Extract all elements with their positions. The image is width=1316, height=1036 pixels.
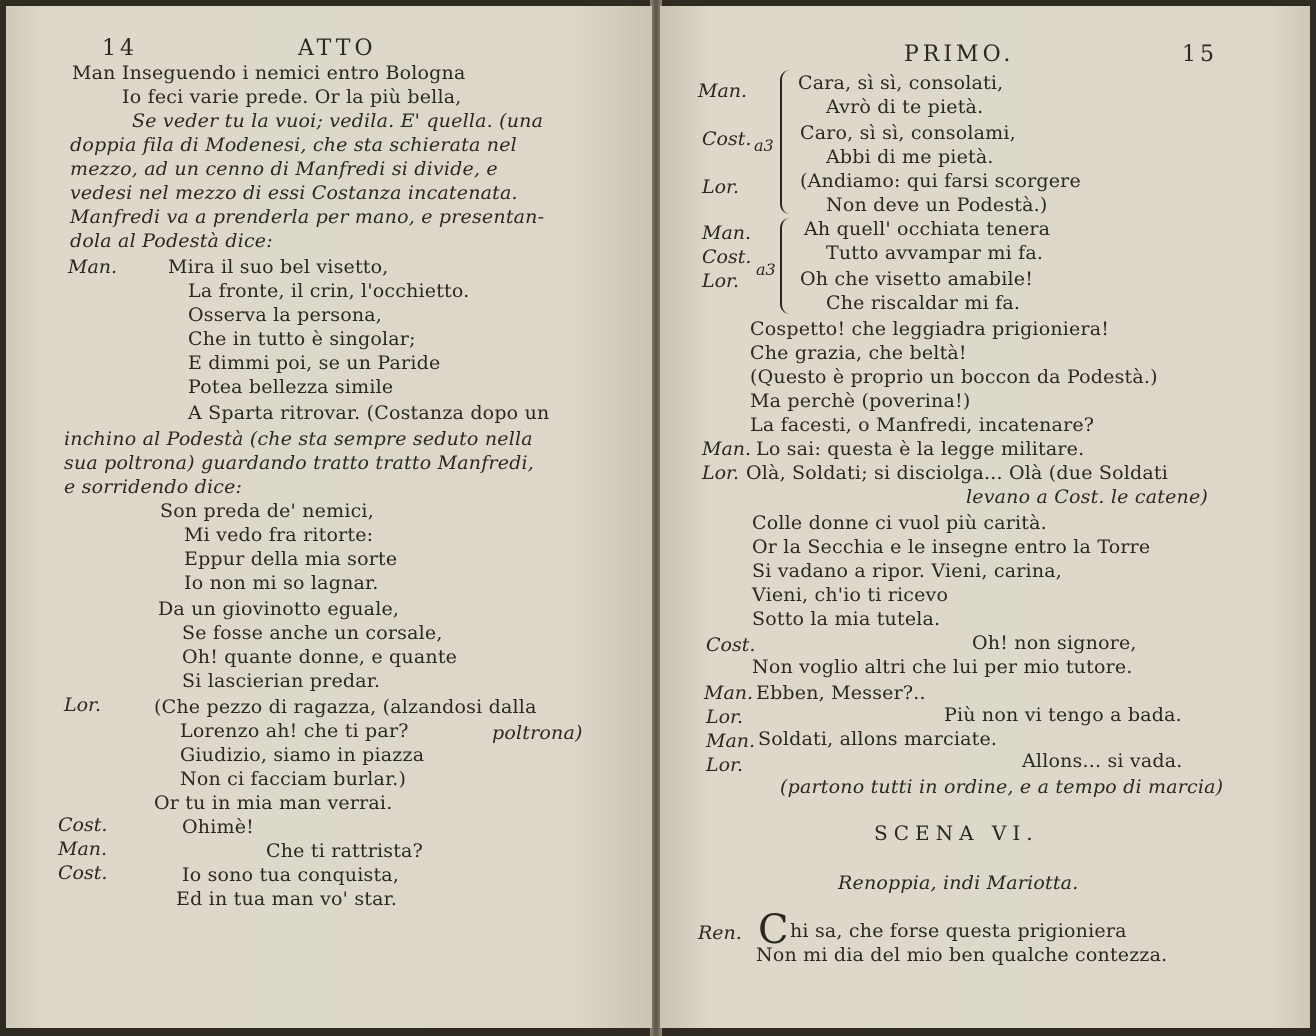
text-line: Non mi dia del mio ben qualche contezza. bbox=[756, 944, 1168, 966]
brace-bracket bbox=[780, 218, 790, 314]
text-line: Allons... si vada. bbox=[1022, 750, 1183, 772]
text-line: Non ci facciam burlar.) bbox=[180, 768, 407, 790]
text-line: Io sono tua conquista, bbox=[182, 864, 400, 886]
brace-bracket bbox=[780, 70, 790, 214]
text-line: Vieni, ch'io ti ricevo bbox=[752, 584, 949, 606]
text-line: Che riscaldar mi fa. bbox=[826, 292, 1021, 314]
text-line: Osserva la persona, bbox=[188, 304, 383, 326]
text-line: Si lascierian predar. bbox=[182, 670, 381, 692]
speaker-label: Cost. bbox=[58, 814, 108, 836]
text-line: E dimmi poi, se un Paride bbox=[188, 352, 441, 374]
speaker-label: Lor. bbox=[706, 754, 744, 776]
text-line: Man Inseguendo i nemici entro Bologna bbox=[72, 62, 466, 84]
text-line: Cospetto! che leggiadra prigioniera! bbox=[750, 318, 1110, 340]
text-line: Che grazia, che beltà! bbox=[750, 342, 967, 364]
running-head: ATTO bbox=[298, 36, 377, 61]
text-line: Io feci varie prede. Or la più bella, bbox=[122, 86, 462, 108]
text-line: mezzo, ad un cenno di Manfredi si divide, e bbox=[70, 158, 498, 180]
speaker-label: Lor. bbox=[64, 694, 102, 716]
text-line: Oh! quante donne, e quante bbox=[182, 646, 458, 668]
text-line: Oh che visetto amabile! bbox=[800, 268, 1034, 290]
a3-marker: a3 bbox=[754, 136, 774, 155]
text-line: Non voglio altri che lui per mio tutore. bbox=[752, 656, 1133, 678]
scene-characters: Renoppia, indi Mariotta. bbox=[838, 872, 1079, 894]
text-line: Da un giovinotto eguale, bbox=[158, 598, 400, 620]
text-line: La fronte, il crin, l'occhietto. bbox=[188, 280, 470, 302]
speaker-label: Man. bbox=[702, 438, 752, 460]
speaker-label: Cost. bbox=[706, 634, 756, 656]
text-line: Se fosse anche un corsale, bbox=[182, 622, 443, 644]
text-line: Abbi di me pietà. bbox=[826, 146, 994, 168]
text-line: inchino al Podestà (che sta sempre seduto nella bbox=[64, 428, 533, 450]
scene-title: SCENA VI. bbox=[874, 821, 1039, 845]
text-line: Son preda de' nemici, bbox=[160, 500, 374, 522]
speaker-label: Man. bbox=[704, 682, 754, 704]
text-line: (Andiamo: qui farsi scorgere bbox=[800, 170, 1081, 192]
page-number: 15 bbox=[1182, 42, 1218, 67]
text-line: Oh! non signore, bbox=[972, 632, 1137, 654]
speaker-label: Man. bbox=[68, 256, 118, 278]
text-line: Colle donne ci vuol più carità. bbox=[752, 512, 1047, 534]
drop-cap: C bbox=[758, 907, 789, 953]
text-line: Eppur della mia sorte bbox=[184, 548, 398, 570]
text-line: Or la Secchia e le insegne entro la Torre bbox=[752, 536, 1151, 558]
speaker-label: Cost. bbox=[58, 862, 108, 884]
a3-marker: a3 bbox=[756, 260, 776, 279]
text-line: poltrona) bbox=[492, 722, 583, 744]
text-line: Più non vi tengo a bada. bbox=[944, 704, 1182, 726]
text-line: e sorridendo dice: bbox=[64, 476, 243, 498]
text-line: Giudizio, siamo in piazza bbox=[180, 744, 425, 766]
speaker-label: Ren. bbox=[698, 922, 742, 944]
text-line: (Che pezzo di ragazza, (alzandosi dalla bbox=[154, 696, 537, 718]
text-line: hi sa, che forse questa prigioniera bbox=[790, 920, 1127, 942]
speaker-label: Lor. bbox=[702, 176, 740, 198]
text-line: sua poltrona) guardando tratto tratto Manfredi, bbox=[64, 452, 535, 474]
right-page bbox=[660, 6, 1310, 1028]
text-line: La facesti, o Manfredi, incatenare? bbox=[750, 414, 1095, 436]
text-line: Olà, Soldati; si disciolga... Olà (due Soldati bbox=[746, 462, 1169, 484]
text-line: (Questo è proprio un boccon da Podestà.) bbox=[750, 366, 1158, 388]
speaker-label: Man. bbox=[58, 838, 108, 860]
text-line: Che in tutto è singolar; bbox=[188, 328, 416, 350]
text-line: vedesi nel mezzo di essi Costanza incatenata. bbox=[70, 182, 518, 204]
text-line: Ohimè! bbox=[182, 816, 254, 838]
text-line: Lorenzo ah! che ti par? bbox=[180, 720, 409, 742]
speaker-label: Man. bbox=[702, 222, 752, 244]
text-line: Sotto la mia tutela. bbox=[752, 608, 941, 630]
text-line: Mira il suo bel visetto, bbox=[168, 256, 389, 278]
speaker-label: Lor. bbox=[702, 270, 740, 292]
text-line: A Sparta ritrovar. (Costanza dopo un bbox=[188, 402, 550, 424]
text-line: Or tu in mia man verrai. bbox=[154, 792, 393, 814]
speaker-label: Cost. bbox=[702, 246, 752, 268]
text-line: dola al Podestà dice: bbox=[70, 230, 273, 252]
speaker-label: Cost. bbox=[702, 128, 752, 150]
text-line: Se veder tu la vuoi; vedila. E' quella. (una bbox=[132, 110, 544, 132]
text-line: Che ti rattrista? bbox=[266, 840, 423, 862]
text-line: Ebben, Messer?.. bbox=[756, 682, 926, 704]
text-line: Lo sai: questa è la legge militare. bbox=[756, 438, 1085, 460]
left-page bbox=[6, 6, 652, 1028]
text-line: Ed in tua man vo' star. bbox=[176, 888, 398, 910]
speaker-label: Man. bbox=[698, 80, 748, 102]
text-line: Tutto avvampar mi fa. bbox=[826, 242, 1044, 264]
text-line: Manfredi va a prenderla per mano, e presentan- bbox=[70, 206, 545, 228]
text-line: doppia fila di Modenesi, che sta schierata nel bbox=[70, 134, 517, 156]
text-line: Potea bellezza simile bbox=[188, 376, 394, 398]
page-number: 14 bbox=[102, 36, 138, 61]
text-line: Avrò di te pietà. bbox=[826, 96, 984, 118]
running-head: PRIMO. bbox=[904, 42, 1015, 67]
text-line: Ah quell' occhiata tenera bbox=[804, 218, 1051, 240]
text-line: Cara, sì sì, consolati, bbox=[798, 72, 1004, 94]
stage-direction: (partono tutti in ordine, e a tempo di marcia) bbox=[780, 776, 1224, 798]
text-line: Io non mi so lagnar. bbox=[184, 572, 379, 594]
text-line: Soldati, allons marciate. bbox=[758, 728, 998, 750]
speaker-label: Lor. bbox=[706, 706, 744, 728]
text-line: Caro, sì sì, consolami, bbox=[800, 122, 1016, 144]
speaker-label: Man. bbox=[706, 730, 756, 752]
text-line: levano a Cost. le catene) bbox=[966, 486, 1209, 508]
text-line: Ma perchè (poverina!) bbox=[750, 390, 971, 412]
text-line: Si vadano a ripor. Vieni, carina, bbox=[752, 560, 1063, 582]
text-line: Non deve un Podestà.) bbox=[826, 194, 1048, 216]
text-line: Mi vedo fra ritorte: bbox=[184, 524, 374, 546]
speaker-label: Lor. bbox=[702, 462, 740, 484]
